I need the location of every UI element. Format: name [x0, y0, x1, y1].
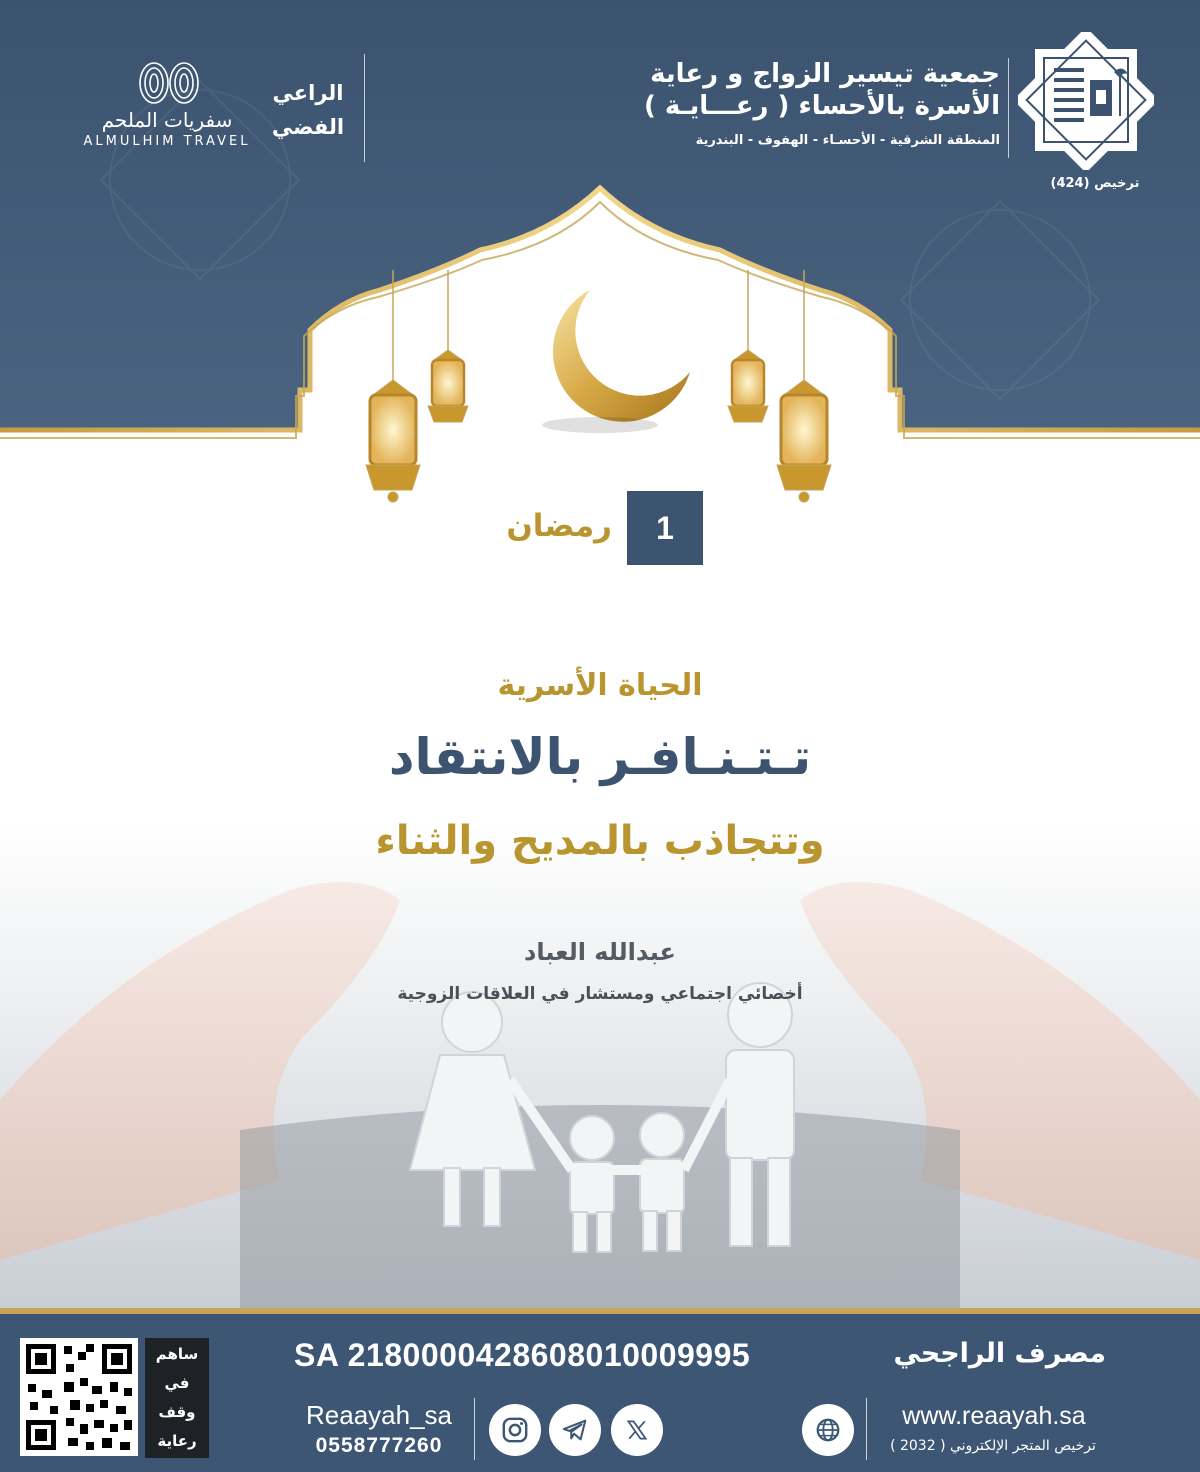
org-title-block [540, 58, 1000, 152]
article-title-line2: تـتـنـافـر بالانتقاد [388, 728, 812, 786]
store-license: ترخيص المتجر الإلكتروني ( 2032 ) [890, 1438, 1096, 1454]
org-name-line2: الأسرة بالأحساء ( رعـــايـة ) [643, 91, 1000, 121]
sponsor-label-line2: الفضي [271, 115, 345, 139]
donate-line: ساهم [155, 1345, 199, 1363]
family-hands-image [0, 820, 1200, 1310]
x-icon[interactable] [611, 1404, 663, 1456]
license-number: ترخيص (424) [1050, 176, 1140, 191]
author-name: عبدالله العباد [524, 938, 676, 966]
footer-gold-line [0, 1308, 1200, 1314]
donate-line: وقف [158, 1403, 196, 1421]
crescent-moon-icon [542, 290, 690, 433]
lantern-icon [728, 270, 768, 422]
ramadan-decoration [0, 180, 1200, 520]
sponsor-divider [364, 54, 365, 162]
org-region: المنطقة الشرقية - الأحسـاء - الهفوف - البندرية [695, 133, 1000, 148]
social-handle: Reaayah_sa [306, 1400, 452, 1430]
bank-name: مصرف الراجحي [893, 1338, 1106, 1369]
org-emblem-logo [1018, 32, 1154, 170]
sponsor-tier-label [268, 76, 348, 144]
donate-line: رعاية [157, 1432, 197, 1450]
ramadan-label: رمضان [506, 508, 612, 544]
lantern-icon [366, 270, 420, 502]
ramadan-day-number: 1 [627, 491, 703, 565]
sponsor-label-line1: الراعي [272, 81, 344, 105]
lantern-icon [777, 270, 831, 502]
article-title-line1: الحياة الأسرية [497, 668, 703, 703]
article-title-line3: وتتجاذب بالمديح والثناء [375, 818, 825, 864]
globe-icon[interactable] [802, 1404, 854, 1456]
phone-number: 0558777260 [315, 1434, 443, 1457]
header-divider [1008, 58, 1009, 158]
instagram-icon[interactable] [489, 1404, 541, 1456]
donate-line: في [164, 1374, 190, 1392]
lantern-icon [428, 270, 468, 422]
org-name-line1: جمعية تيسير الزواج و رعاية [650, 59, 1000, 89]
donate-label [145, 1338, 209, 1458]
sponsor-name-ar: سفريات الملحم [101, 108, 233, 132]
website-link[interactable]: www.reaayah.sa [902, 1402, 1086, 1430]
footer-divider [866, 1398, 867, 1460]
footer-divider [474, 1398, 475, 1460]
author-title: أخصائي اجتماعي ومستشار في العلاقات الزوجية [397, 984, 803, 1004]
telegram-icon[interactable] [549, 1404, 601, 1456]
sponsor-name-en: ALMULHIM TRAVEL [83, 134, 251, 149]
fingerprint-icon [136, 60, 202, 106]
qr-code[interactable] [20, 1338, 138, 1456]
iban-number: SA 2180000428608010009995 [294, 1337, 751, 1373]
sponsor-logo [78, 60, 256, 156]
